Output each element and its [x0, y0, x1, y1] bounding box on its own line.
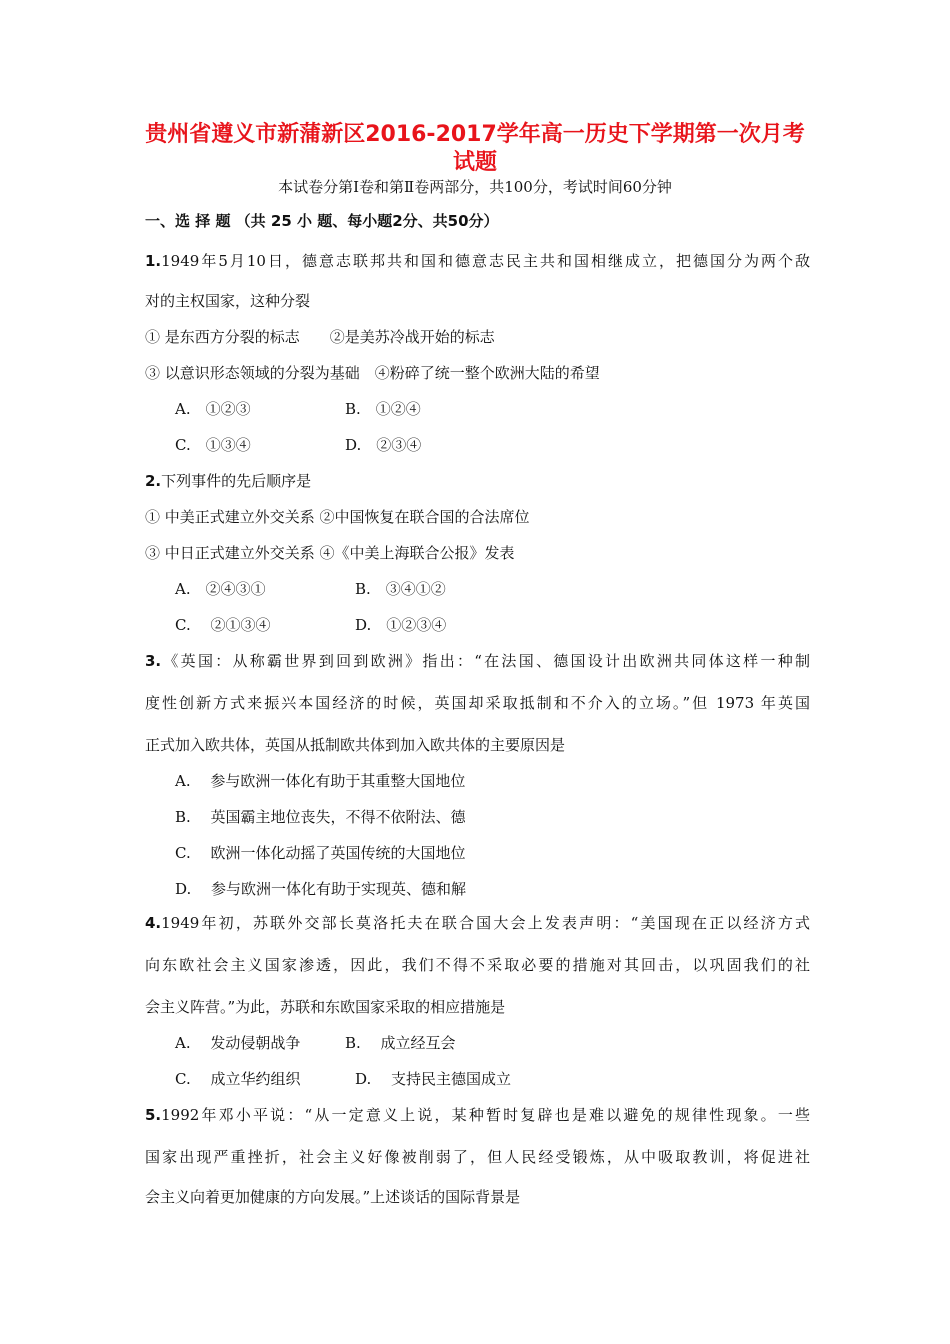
q1-option-d[interactable]: D. ②③④: [345, 436, 422, 454]
section-heading: 一、选 择 题 （共 25 小 题、每小题2分、共50分）: [145, 212, 499, 230]
q1-statement-2: ③ 以意识形态领域的分裂为基础 ④粉碎了统一整个欧洲大陆的希望: [145, 364, 600, 382]
q1-stem-line-2: 对的主权国家，这种分裂: [145, 292, 311, 310]
q3-stem-line-1: 3.《英国：从称霸世界到回到欧洲》指出：“在法国、德国设计出欧洲共同体这样一种制: [145, 652, 810, 670]
q2-option-a[interactable]: A. ②④③①: [175, 580, 266, 598]
q3-number: 3.: [145, 652, 162, 670]
q3-option-c[interactable]: C. 欧洲一体化动摇了英国传统的大国地位: [175, 844, 466, 862]
q5-number: 5.: [145, 1106, 162, 1124]
q4-option-d[interactable]: D. 支持民主德国成立: [355, 1070, 512, 1088]
q2-option-b[interactable]: B. ③④①②: [355, 580, 446, 598]
q1-stem-line-1: 1.1949年5月10日，德意志联邦共和国和德意志民主共和国相继成立，把德国分为两个敌: [145, 252, 810, 270]
q4-stem-line-2: 向东欧社会主义国家渗透，因此，我们不得不采取必要的措施对其回击，以巩固我们的社: [145, 956, 810, 974]
q4-option-b[interactable]: B. 成立经互会: [345, 1034, 456, 1052]
q4-number: 4.: [145, 914, 162, 932]
q3-stem-line-3: 正式加入欧共体，英国从抵制欧共体到加入欧共体的主要原因是: [145, 736, 566, 754]
q4-option-c[interactable]: C. 成立华约组织: [175, 1070, 301, 1088]
q1-number: 1.: [145, 252, 162, 270]
q2-stem-line-1: 2.下列事件的先后顺序是: [145, 472, 312, 490]
q2-number: 2.: [145, 472, 162, 490]
q4-stem-line-1: 4.1949年初，苏联外交部长莫洛托夫在联合国大会上发表声明：“美国现在正以经济方式: [145, 914, 810, 932]
q2-option-d[interactable]: D. ①②③④: [355, 616, 447, 634]
q3-option-b[interactable]: B. 英国霸主地位丧失，不得不依附法、德: [175, 808, 466, 826]
exam-info: 本试卷分第Ⅰ卷和第Ⅱ卷两部分，共100分，考试时间60分钟: [278, 178, 672, 196]
q1-option-a[interactable]: A. ①②③: [175, 400, 251, 418]
q2-option-c[interactable]: C. ②①③④: [175, 616, 271, 634]
q4-option-a[interactable]: A. 发动侵朝战争: [175, 1034, 301, 1052]
q3-option-a[interactable]: A. 参与欧洲一体化有助于其重整大国地位: [175, 772, 466, 790]
q2-statement-1: ① 中美正式建立外交关系 ②中国恢复在联合国的合法席位: [145, 508, 530, 526]
q1-statement-1: ① 是东西方分裂的标志 ②是美苏冷战开始的标志: [145, 328, 495, 346]
q1-option-b[interactable]: B. ①②④: [345, 400, 421, 418]
q1-option-c[interactable]: C. ①③④: [175, 436, 251, 454]
q4-stem-line-3: 会主义阵营。”为此，苏联和东欧国家采取的相应措施是: [145, 998, 506, 1016]
q5-stem-line-3: 会主义向着更加健康的方向发展。”上述谈话的国际背景是: [145, 1188, 521, 1206]
q3-option-d[interactable]: D. 参与欧洲一体化有助于实现英、德和解: [175, 880, 467, 898]
q5-stem-line-1: 5.1992年邓小平说：“从一定意义上说，某种暂时复辟也是难以避免的规律性现象。一些: [145, 1106, 810, 1124]
document-title-line-1: 贵州省遵义市新蒲新区2016-2017学年高一历史下学期第一次月考: [145, 122, 805, 147]
document-title-line-2: 试题: [452, 150, 497, 175]
q5-stem-line-2: 国家出现严重挫折，社会主义好像被削弱了，但人民经受锻炼，从中吸取教训，将促进社: [145, 1148, 810, 1166]
q2-statement-2: ③ 中日正式建立外交关系 ④《中美上海联合公报》发表: [145, 544, 515, 562]
q3-stem-line-2: 度性创新方式来振兴本国经济的时候，英国却采取抵制和不介入的立场。”但 1973 年英国: [145, 694, 810, 712]
